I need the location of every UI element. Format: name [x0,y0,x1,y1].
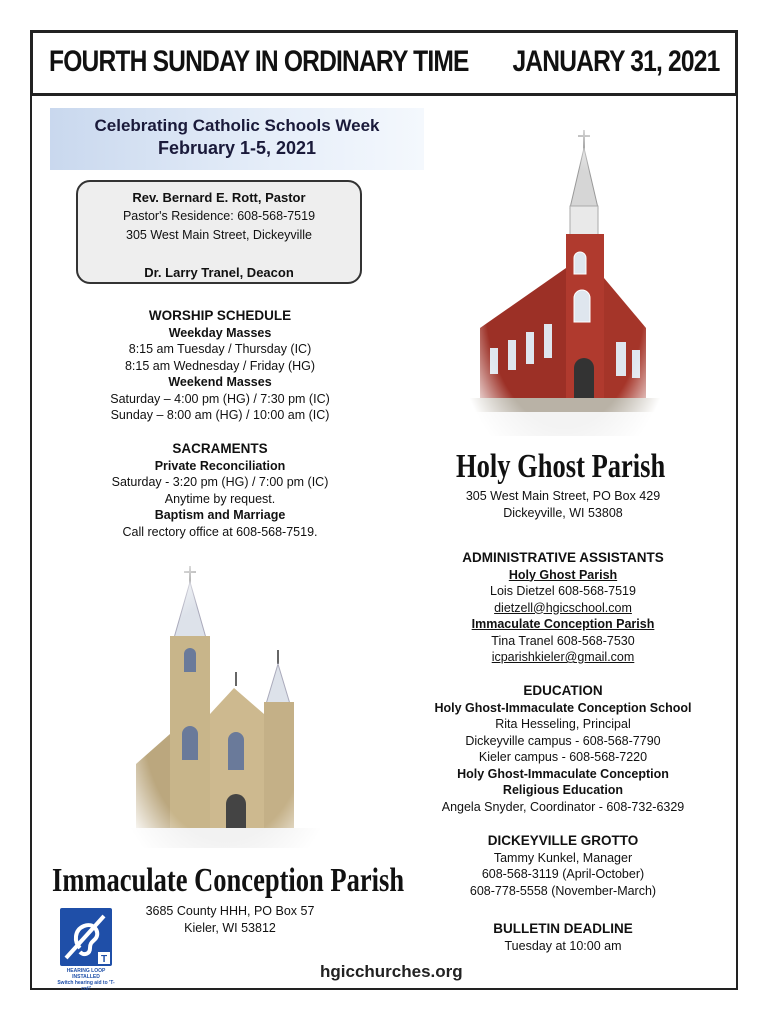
re-coordinator: Angela Snyder, Coordinator - 608-732-6329 [441,799,685,814]
immaculate-conception-church-image [128,564,324,848]
education-heading: EDUCATION [523,683,603,698]
ic-address-line-1: 3685 County HHH, PO Box 57 [145,904,315,918]
pastor-address: 305 West Main Street, Dickeyville [126,228,312,242]
hearing-loop-icon [60,908,112,966]
weekday-label: Weekday Masses [168,325,272,340]
immaculate-address [120,903,340,936]
grotto-heading: DICKEYVILLE GROTTO [487,833,639,848]
deadline-time: Tuesday at 10:00 am [504,938,622,953]
admin-heading: ADMINISTRATIVE ASSISTANTS [462,550,664,565]
baptism-label: Baptism and Marriage [154,508,286,522]
hearing-loop-caption [54,968,118,992]
bulletin-deadline [400,921,726,954]
weekend-label: Weekend Masses [168,375,272,389]
sacraments-heading: SACRAMENTS [172,441,268,456]
ic-admin-label: Immaculate Conception Parish [471,617,655,631]
weekday-mass-2: 8:15 am Wednesday / Friday (HG) [124,358,316,373]
dickeyville-campus: Dickeyville campus - 608-568-7790 [465,733,661,748]
weekend-mass-2: Sunday – 8:00 am (HG) / 10:00 am (IC) [110,408,330,422]
hg-admin-label: Holy Ghost Parish [508,567,618,582]
education [400,683,726,815]
holy-ghost-church-image [470,128,660,436]
sacraments [60,441,380,540]
ic-address-line-2: Kieler, WI 53812 [184,920,276,935]
re-label-2: Religious Education [502,783,624,797]
reconciliation-time: Saturday - 3:20 pm (HG) / 7:00 pm (IC) [111,475,329,489]
deacon-name: Dr. Larry Tranel, Deacon [144,265,294,280]
pastor-name: Rev. Bernard E. Rott, Pastor [132,190,306,205]
hg-address-line-2: Dickeyville, WI 53808 [503,505,623,520]
grotto-manager: Tammy Kunkel, Manager [493,850,633,865]
baptism-note: Call rectory office at 608-568-7519. [122,524,318,539]
weekend-mass-1: Saturday – 4:00 pm (HG) / 7:30 pm (IC) [110,391,330,406]
hg-admin-email[interactable]: dietzell@hgicschool.com [494,600,632,615]
hearing-loop-caption-1: HEARING LOOP INSTALLED [66,968,106,980]
re-label-1: Holy Ghost-Immaculate Conception [457,766,669,781]
weekday-mass-1: 8:15 am Tuesday / Thursday (IC) [128,342,312,356]
immaculate-conception-title: Immaculate Conception Parish [52,862,405,899]
admin-assistants [400,550,726,666]
deadline-heading: BULLETIN DEADLINE [493,921,633,936]
sunday-title: FOURTH SUNDAY IN ORDINARY TIME [49,45,469,78]
schools-week-banner [50,108,424,170]
grotto-phone-2: 608-778-5558 (November-March) [469,883,657,898]
bulletin-date: JANUARY 31, 2021 [511,45,719,78]
t-coil-mark: T [100,954,108,965]
worship-schedule [60,308,380,424]
worship-heading: WORSHIP SCHEDULE [148,308,292,323]
website-link[interactable]: hgicchurches.org [320,962,463,981]
pastor-info-box [76,180,362,284]
hg-address-line-1: 305 West Main Street, PO Box 429 [465,489,661,503]
grotto-phone-1: 608-568-3119 (April-October) [481,867,645,881]
reconciliation-note: Anytime by request. [164,491,276,506]
bulletin-header [30,30,738,96]
kieler-campus: Kieler campus - 608-568-7220 [478,750,648,764]
banner-line-2: February 1-5, 2021 [157,138,317,158]
pastor-residence: Pastor's Residence: 608-568-7519 [122,209,316,223]
hearing-loop-caption-2: Switch hearing aid to 'T-coil' [57,980,115,992]
grotto [400,833,726,899]
hg-admin-contact: Lois Dietzel 608-568-7519 [490,584,636,598]
holy-ghost-address [420,488,706,521]
reconciliation-label: Private Reconciliation [154,458,286,473]
ic-admin-email[interactable]: icparishkieler@gmail.com [491,650,635,664]
school-name: Holy Ghost-Immaculate Conception School [434,700,692,715]
principal: Rita Hesseling, Principal [495,717,631,731]
ic-admin-contact: Tina Tranel 608-568-7530 [491,633,635,648]
holy-ghost-title: Holy Ghost Parish [456,448,666,485]
banner-line-1: Celebrating Catholic Schools Week [94,116,380,135]
